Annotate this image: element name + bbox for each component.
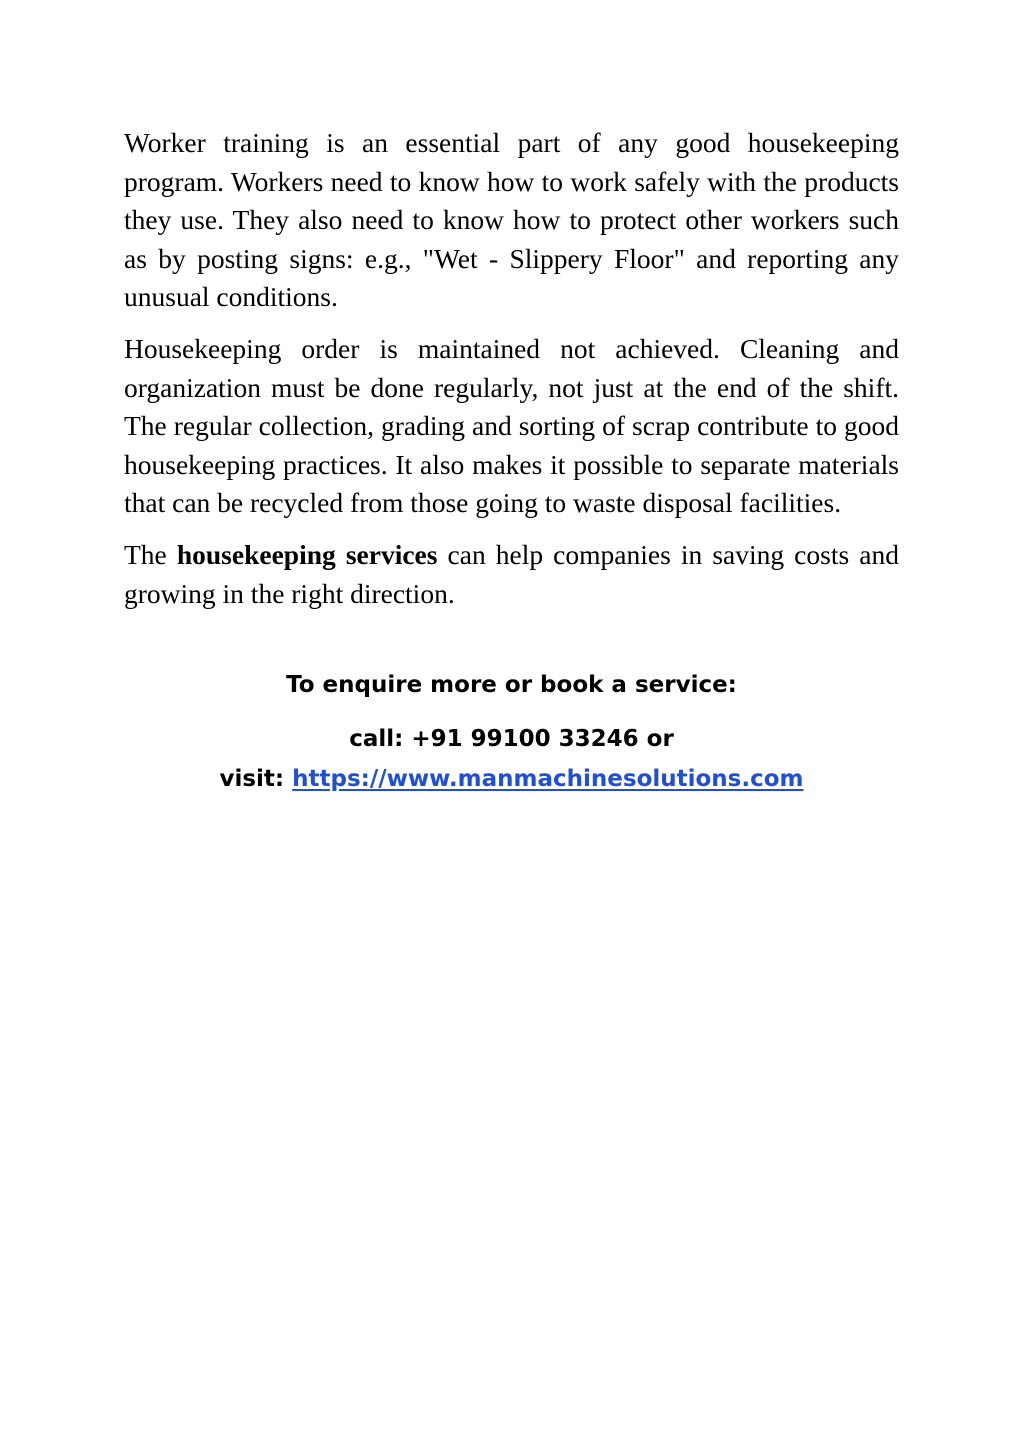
visit-label: visit: (219, 766, 293, 792)
body-content (124, 124, 899, 626)
contact-heading: To enquire more or book a service: (286, 672, 737, 698)
paragraph-housekeeping-order: Housekeeping order is maintained not achieved. Cleaning and organization must be done regularly, not just at the end of the shift. The regular collection, grading and sorting of scrap contribute to good housekeeping practices. It also makes it possible to separate materials that can be recycled from those going to waste disposal facilities. (124, 332, 899, 519)
paragraph-text-end: can help companies in saving costs and growing in the right direction. (124, 538, 899, 609)
paragraph-text-start: The (124, 538, 177, 570)
contact-phone: call: +91 99100 33246 or (349, 726, 674, 752)
website-link[interactable]: https://www.manmachinesolutions.com (292, 766, 804, 792)
paragraph-housekeeping-services (124, 536, 899, 613)
housekeeping-services-bold: housekeeping services (176, 538, 438, 570)
paragraph-worker-training: Worker training is an essential part of any good housekeeping program. Workers need to know how to work safely with the products they use. They also need to know how to protect other workers such as by posting signs: e.g., "Wet - Slippery Floor" and reporting any unusual conditions. (124, 127, 899, 313)
contact-visit (0, 762, 1023, 796)
